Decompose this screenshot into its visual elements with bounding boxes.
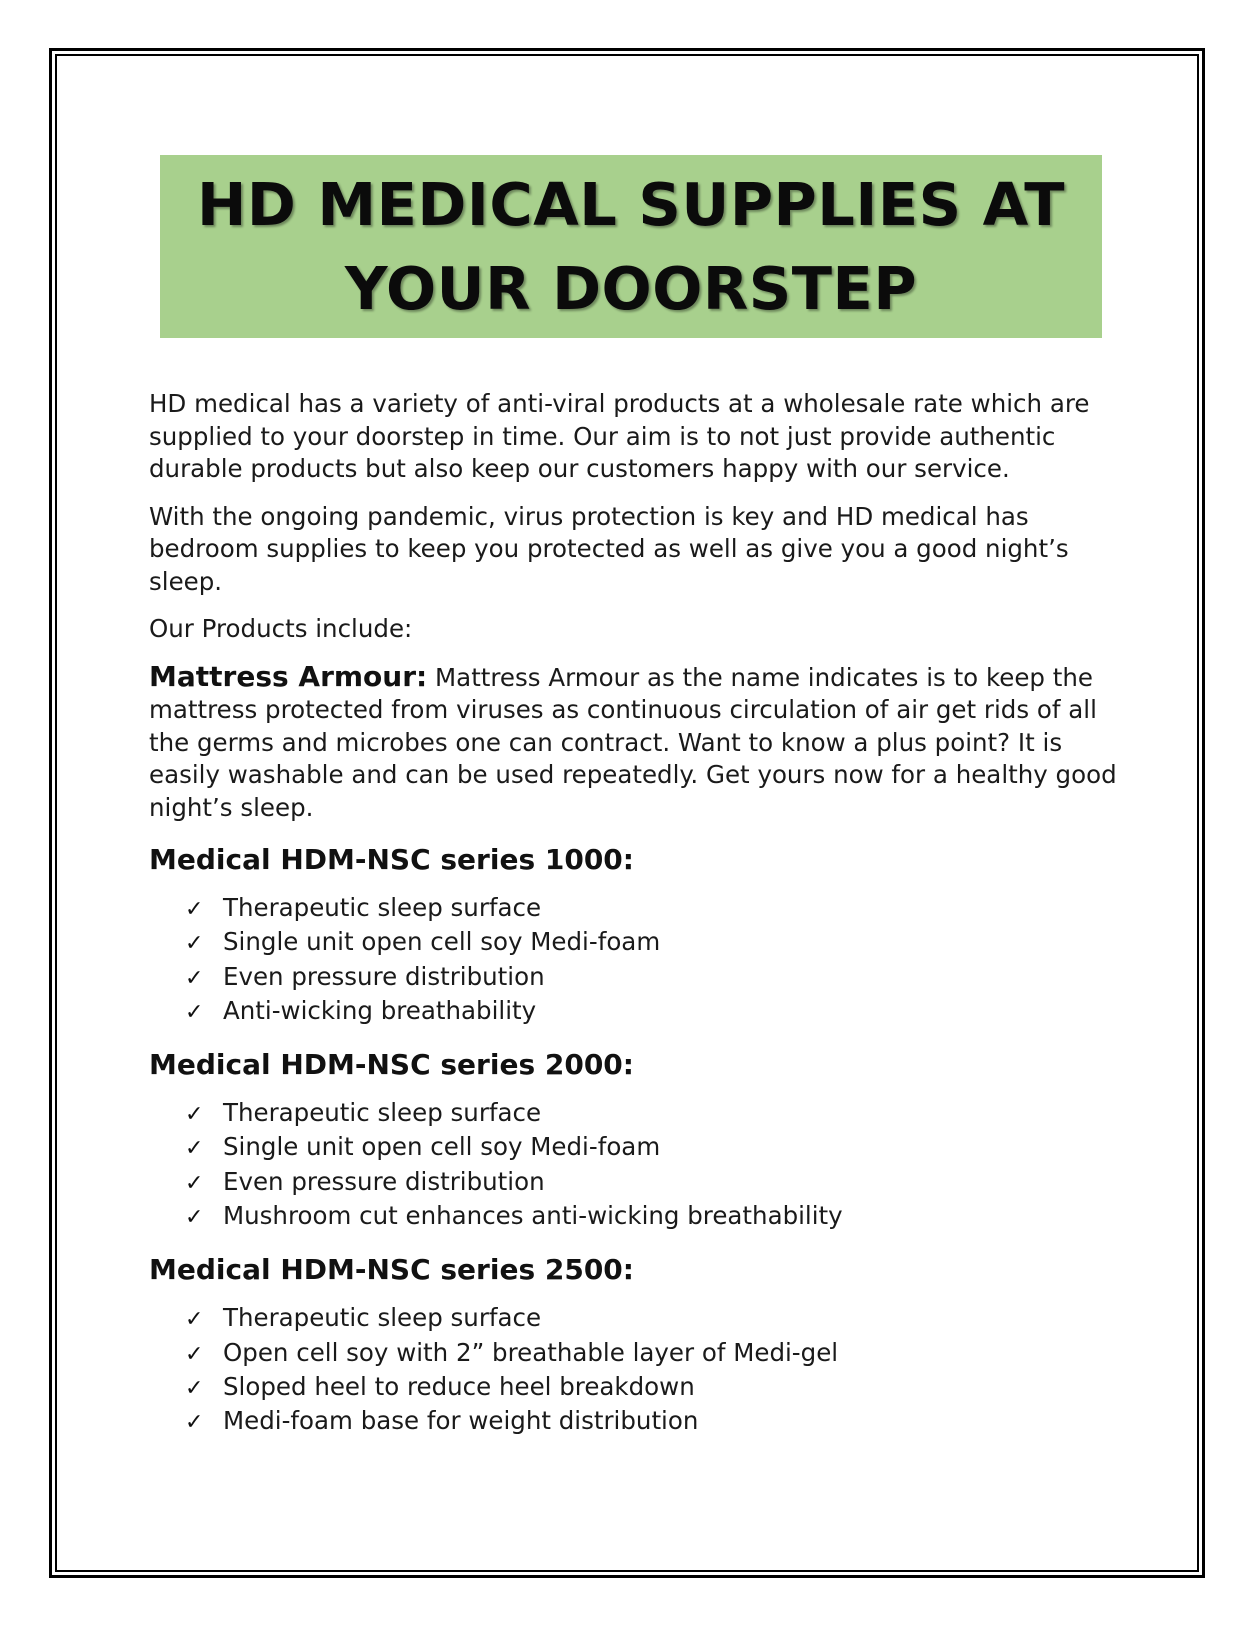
checkmark-icon: ✓ xyxy=(185,897,204,922)
list-item xyxy=(185,961,1129,995)
feature-text: Anti-wicking breathability xyxy=(223,995,537,1025)
title-line-1: HD MEDICAL SUPPLIES AT xyxy=(196,169,1066,239)
list-item xyxy=(185,995,1129,1029)
checkmark-icon: ✓ xyxy=(185,1375,204,1401)
checkmark-icon: ✓ xyxy=(185,965,204,991)
checkmark-icon: ✓ xyxy=(185,931,204,957)
title-banner xyxy=(160,155,1102,338)
checkmark-icon: ✓ xyxy=(185,1410,204,1436)
feature-text: Single unit open cell soy Medi-foam xyxy=(223,1132,661,1162)
series-2000-features xyxy=(149,1097,1129,1234)
series-1000-features xyxy=(149,892,1129,1029)
mattress-armour-paragraph xyxy=(149,661,1129,825)
list-item xyxy=(185,1337,1129,1371)
list-item xyxy=(185,926,1129,960)
page-title xyxy=(197,163,1065,331)
checkmark-icon: ✓ xyxy=(185,1102,204,1128)
feature-text: Mushroom cut enhances anti-wicking breathability xyxy=(223,1201,843,1231)
checkmark-icon: ✓ xyxy=(185,999,204,1025)
series-2000-heading: Medical HDM-NSC series 2000: xyxy=(149,1048,634,1082)
list-item xyxy=(185,1371,1129,1405)
list-item xyxy=(185,1405,1129,1439)
title-line-2: YOUR DOORSTEP xyxy=(344,253,918,323)
series-2500-features xyxy=(149,1302,1129,1439)
checkmark-icon: ✓ xyxy=(185,1307,204,1333)
feature-text: Single unit open cell soy Medi-foam xyxy=(223,927,661,957)
checkmark-icon: ✓ xyxy=(185,1170,204,1196)
products-label: Our Products include: xyxy=(149,614,413,643)
checkmark-icon: ✓ xyxy=(185,1205,204,1231)
checkmark-icon: ✓ xyxy=(185,1136,204,1162)
checkmark-icon: ✓ xyxy=(185,1341,204,1367)
mattress-armour-title: Mattress Armour: xyxy=(149,659,428,693)
pandemic-paragraph: With the ongoing pandemic, virus protection is key and HD medical has bedroom supplies to keep you protected as well as give you a good night’s sleep. xyxy=(149,501,1069,596)
feature-text: Even pressure distribution xyxy=(223,961,545,991)
feature-text: Open cell soy with 2” breathable layer of Medi-gel xyxy=(223,1337,839,1367)
feature-text: Therapeutic sleep surface xyxy=(223,1098,542,1128)
intro-paragraph: HD medical has a variety of anti-viral products at a wholesale rate which are supplied to your doorstep in time. Our aim is to not just provide authentic durable products but also keep our customers happy with our service. xyxy=(149,389,1090,483)
feature-text: Therapeutic sleep surface xyxy=(223,1303,542,1333)
list-item xyxy=(185,1302,1129,1336)
list-item xyxy=(185,1097,1129,1131)
feature-text: Even pressure distribution xyxy=(223,1166,545,1196)
series-1000-heading: Medical HDM-NSC series 1000: xyxy=(149,843,634,876)
feature-text: Medi-foam base for weight distribution xyxy=(223,1406,699,1436)
document-body xyxy=(149,388,1129,1448)
feature-text: Therapeutic sleep surface xyxy=(223,893,542,922)
mattress-armour-description: Mattress Armour as the name indicates is to keep the mattress protected from viruses as continuous circulation of air get rids of all the germs and microbes one can contract. Want to know a plus point? It is easily washable and can be used repeatedly. Get yours now for a healthy good night’s sleep. xyxy=(149,662,1117,822)
list-item xyxy=(185,892,1129,926)
series-2500-heading: Medical HDM-NSC series 2500: xyxy=(149,1253,634,1287)
feature-text: Sloped heel to reduce heel breakdown xyxy=(223,1371,695,1401)
list-item xyxy=(185,1131,1129,1165)
list-item xyxy=(185,1200,1129,1234)
list-item xyxy=(185,1166,1129,1200)
